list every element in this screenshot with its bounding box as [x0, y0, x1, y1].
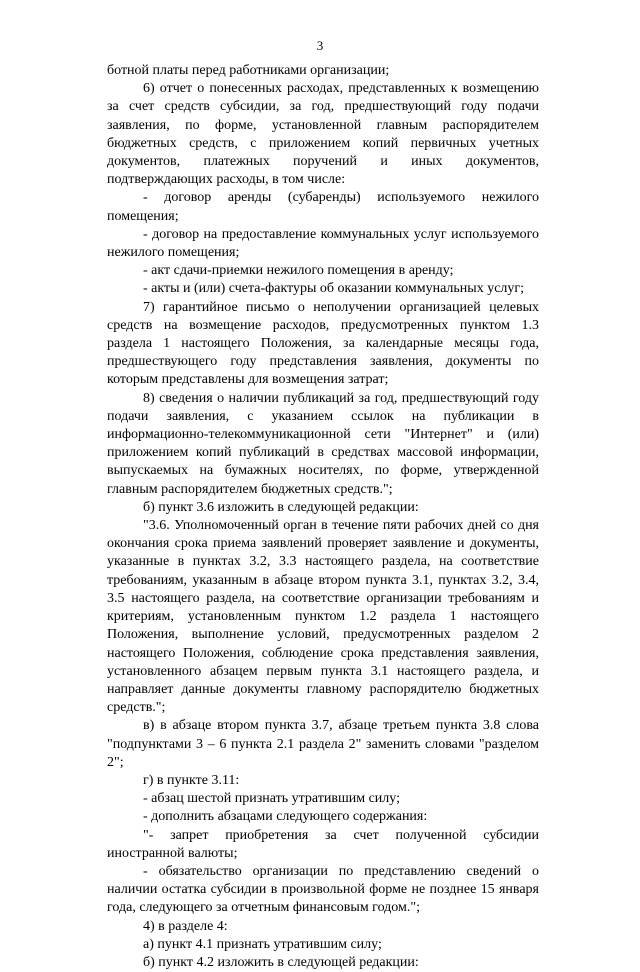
paragraph: 4) в разделе 4: [143, 918, 228, 934]
paragraph: - абзац шестой признать утратившим силу; [143, 791, 400, 807]
document-body [107, 62, 539, 972]
paragraph: - договор на предоставление коммунальных услуг используемого нежилого помещения; [107, 226, 539, 261]
paragraph: - акт сдачи-приемки нежилого помещения в аренду; [143, 263, 454, 279]
paragraph: - акты и (или) счета-фактуры об оказании коммунальных услуг; [143, 281, 525, 297]
page-number: 3 [316, 38, 324, 53]
paragraph: г) в пункте 3.11: [143, 772, 240, 788]
paragraph: - договор аренды (субаренды) используемого нежилого помещения; [107, 190, 539, 224]
paragraph: "- запрет приобретения за счет полученной субсидии иностранной валюты; [107, 827, 539, 861]
paragraph: 7) гарантийное письмо о неполучении организацией целевых средств на возмещение расходов, предусмотренных пунктом 1.3 раздела 1 настоящего Положения, за календарные месяцы года, предшествующего году представления заявления, документы по которым представлены для возмещения затрат; [107, 299, 539, 388]
paragraph: а) пункт 4.1 признать утратившим силу; [143, 936, 382, 952]
paragraph: б) пункт 4.2 изложить в следующей редакции: [143, 954, 419, 970]
paragraph: - обязательство организации по представлению сведений о наличии остатка субсидии в произвольной форме не позднее 15 января года, следующего за отчетным финансовым годом."; [107, 863, 539, 916]
paragraph: ботной платы перед работниками организации; [107, 63, 390, 78]
paragraph: в) в абзаце втором пункта 3.7, абзаце третьем пункта 3.8 слова "подпунктами 3 – 6 пункта 2.1 раздела 2" заменить словами "разделом 2"; [107, 718, 539, 770]
paragraph: 6) отчет о понесенных расходах, представленных к возмещению за счет средств субсидии, за год, предшествующий году подачи заявления, по форме, установленной главным распорядителем бюджетных средств, с приложением копий первичных учетных документов, платежных поручений и иных документов, подтверждающих расходы, в том числе: [107, 81, 539, 188]
paragraph: "3.6. Уполномоченный орган в течение пяти рабочих дней со дня окончания срока приема заявлений проверяет заявление и документы, указанные в пунктах 3.2, 3.3 настоящего раздела, на соответствие требованиям, указанным в абзаце втором пункта 3.1, пунктах 3.2, 3.4, 3.5 настоящего раздела, на соответствие организации требованиям и критериям, установленным пунктом 1.2 раздела 1 настоящего Положения, выполнение условий, предусмотренных разделом 2 настоящего Положения, соблюдение срока представления заявления, установленного абзацем первым пункта 3.1 настоящего раздела, и направляет данные документы главному распорядителю бюджетных средств."; [107, 518, 539, 716]
paragraph: - дополнить абзацами следующего содержания: [143, 809, 428, 825]
paragraph: 8) сведения о наличии публикаций за год, предшествующий году подачи заявления, с указанием ссылок на публикации в информационно-телекоммуникационной сети "Интернет" и (или) приложением копий публикаций в средствах массовой информации, выпускаемых на бумажных носителях, по форме, утвержденной главным распорядителем бюджетных средств."; [107, 390, 539, 497]
paragraph: б) пункт 3.6 изложить в следующей редакции: [143, 499, 419, 515]
